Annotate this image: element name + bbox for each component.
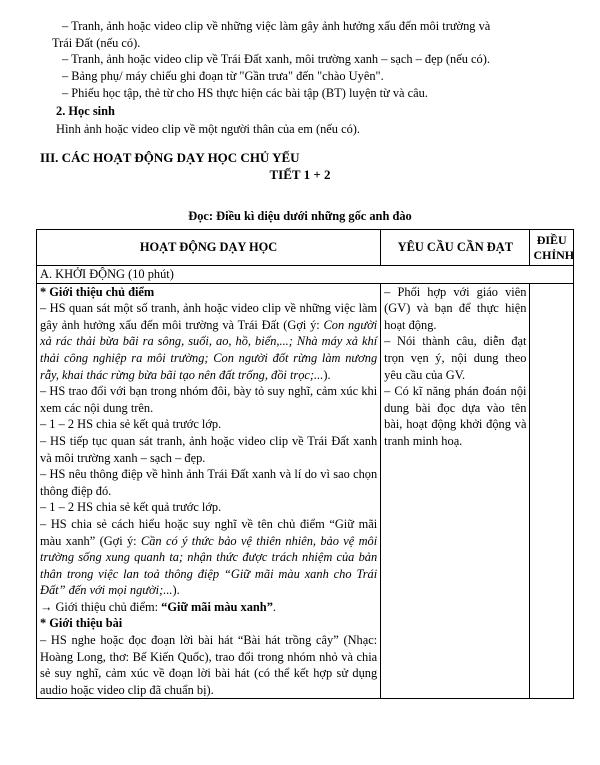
activity-paragraph: – HS trao đổi với bạn trong nhóm đôi, bày tỏ suy nghĩ, cảm xúc khi xem các nội dung trên. (40, 384, 378, 415)
section-row-khoi-dong: A. KHỞI ĐỘNG (10 phút) (37, 266, 574, 284)
lesson-title: TIẾT 1 + 2 (269, 167, 331, 182)
teaching-activities-cell (37, 283, 381, 699)
activity-paragraph: – HS nghe hoặc đọc đoạn lời bài hát “Bài hát trồng cây” (Nhạc: Hoàng Long, thơ: Bế Kiến Quốc), trao đổi trong nhóm nhỏ và chia sẻ suy nghĩ, cảm xúc về đoạn lời bài hát (có thể kết hợp sử dụng audio hoặc video clip đã chuẩn bị). (40, 633, 378, 697)
requirements-cell (381, 283, 530, 699)
intro-line-2: – Tranh, ảnh hoặc video clip về Trái Đất xanh, môi trường xanh – sạch – đẹp (nếu có). (62, 52, 490, 66)
activities-table (36, 229, 574, 699)
subheading-gioi-thieu-chu-diem: * Giới thiệu chủ điểm (40, 284, 155, 299)
reading-title: Đọc: Điều kì diệu dưới những gốc anh đào (188, 209, 412, 223)
adjustment-cell (530, 283, 574, 699)
requirement-item: – Có kĩ năng phán đoán nội dung bài đọc dựa vào tên bài, hoạt động khởi động và tranh minh hoạ. (384, 384, 527, 448)
intro-text: – Tranh, ảnh hoặc video clip về những việc làm gây ảnh hưởng xấu đến môi trường và (62, 19, 491, 33)
activity-paragraph: → Giới thiệu chủ điểm: “Giữ mãi màu xanh”. (40, 599, 277, 614)
intro-text: Trái Đất (nếu có). (52, 35, 141, 50)
header-yeu-cau: YÊU CẦU CẦN ĐẠT (381, 230, 530, 266)
activity-paragraph: – HS tiếp tục quan sát tranh, ảnh hoặc video clip về Trái Đất xanh và môi trường xanh – sạch – đẹp. (40, 433, 378, 465)
requirement-item: – Nói thành câu, diễn đạt trọn vẹn ý, nội dung theo yêu cầu của GV. (384, 334, 527, 382)
header-dieu-chinh: ĐIỀU CHỈNH (530, 230, 574, 266)
activity-paragraph: – 1 – 2 HS chia sẻ kết quả trước lớp. (40, 417, 222, 432)
intro-line-4: – Phiếu học tập, thẻ từ cho HS thực hiện các bài tập (BT) luyện từ và câu. (62, 86, 428, 100)
activity-paragraph: – HS quan sát một số tranh, ảnh hoặc video clip về những việc làm gây ảnh hưởng xấu đến môi trường và Trái Đất (Gợi ý: Con người xả rác thải bừa bãi ra sông, suối, ao, hồ, biển,...; Nhà máy xả khí thải công nghiệp ra môi trường; Con người đốt rừng làm nương rẫy, khai thác rừng bừa bãi tạo nên đất trống, đồi trọc;...). (40, 301, 378, 382)
heading-hoc-sinh: 2. Học sinh (56, 104, 115, 118)
activity-paragraph: – HS chia sẻ cách hiểu hoặc suy nghĩ về tên chủ điểm “Giữ mãi màu xanh” (Gợi ý: Cần có ý thức bảo vệ thiên nhiên, bảo vệ môi trường sống xung quanh ta; nhận thức được trách nhiệm của bản thân trong việc lan toả thông điệp “Giữ mãi màu xanh cho Trái Đất” đến với mọi người;...). (40, 516, 378, 598)
activity-paragraph: – HS nêu thông điệp về hình ảnh Trái Đất xanh và lí do vì sao chọn thông điệp đó. (40, 467, 378, 498)
requirement-item: – Phối hợp với giáo viên (GV) và bạn để thực hiện hoạt động. (384, 284, 527, 332)
intro-line-5: Hình ảnh hoặc video clip về một người thân của em (nếu có). (56, 122, 361, 136)
header-hoat-dong: HOẠT ĐỘNG DẠY HỌC (37, 230, 381, 266)
intro-line-1 (52, 18, 560, 51)
intro-line-3: – Bảng phụ/ máy chiếu ghi đoạn từ "Gần trưa" đến "chào Uyên". (62, 69, 384, 83)
activity-paragraph: – 1 – 2 HS chia sẻ kết quả trước lớp. (40, 500, 222, 515)
section-title: III. CÁC HOẠT ĐỘNG DẠY HỌC CHỦ YẾU (40, 150, 300, 165)
subheading-gioi-thieu-bai: * Giới thiệu bài (40, 616, 123, 631)
